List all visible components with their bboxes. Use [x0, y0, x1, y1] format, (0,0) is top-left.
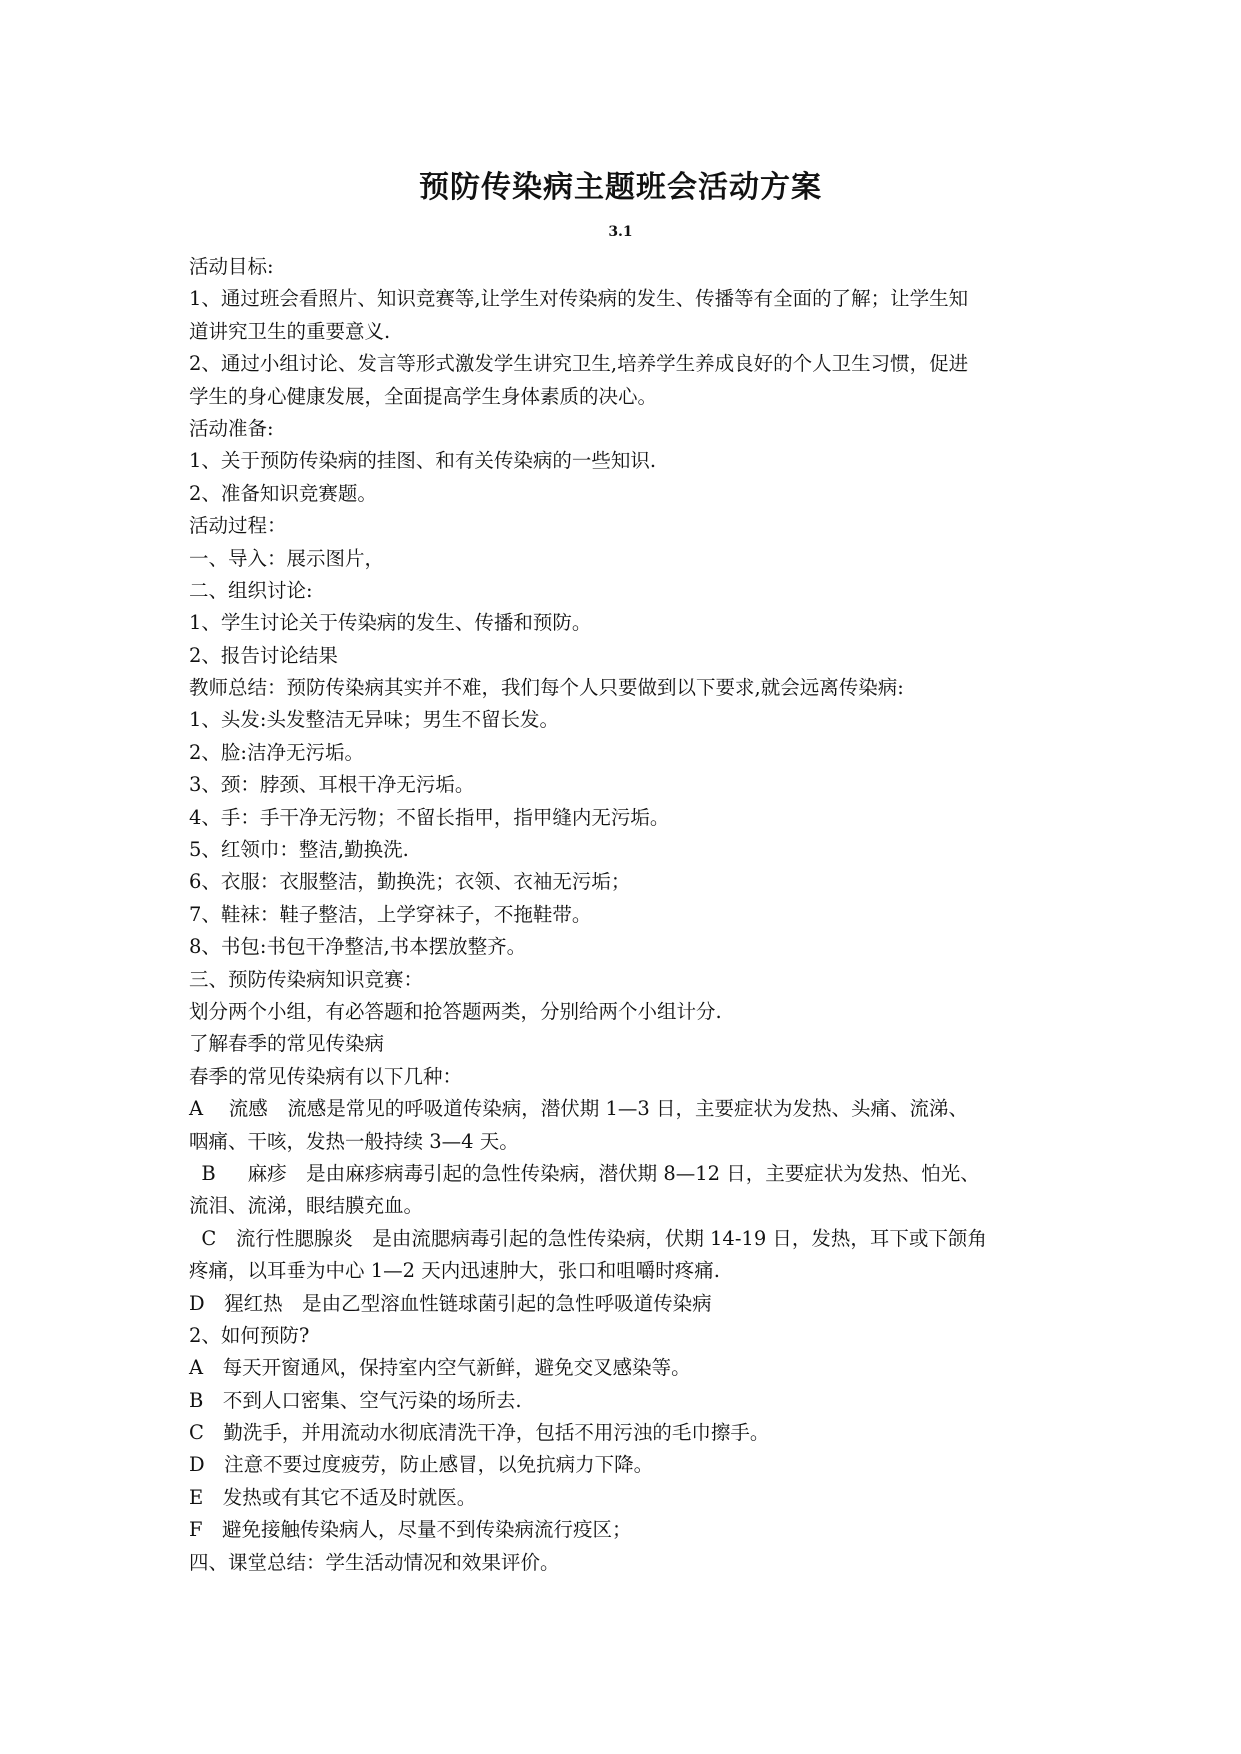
text-line: 活动过程： [189, 514, 287, 538]
text-line: 7、鞋袜：鞋子整洁，上学穿袜子，不拖鞋带。 [189, 902, 592, 926]
text-line: 二、组织讨论: [189, 578, 313, 602]
text-line: C 勤洗手，并用流动水彻底清洗干净，包括不用污浊的毛巾擦手。 [189, 1421, 770, 1445]
document-title: 预防传染病主题班会活动方案 [419, 170, 822, 205]
text-line: D 注意不要过度疲劳，防止感冒，以免抗病力下降。 [189, 1453, 654, 1477]
text-line: D 猩红热 是由乙型溶血性链球菌引起的急性呼吸道传染病 [189, 1291, 712, 1315]
text-line: 一、导入：展示图片， [189, 546, 385, 570]
text-line: 1、头发:头发整洁无异味；男生不留长发。 [189, 708, 559, 732]
text-line: 2、脸:洁净无污垢。 [189, 740, 364, 764]
document-body [189, 251, 1069, 1579]
text-line: F 避免接触传染病人，尽量不到传染病流行疫区； [189, 1518, 632, 1542]
document-date: 3.1 [608, 224, 633, 240]
text-line: A 流感 流感是常见的呼吸道传染病，潜伏期 1—3 日，主要症状为发热、头痛、流涕、 [189, 1097, 968, 1121]
text-line: 4、手：手干净无污物；不留长指甲，指甲缝内无污垢。 [189, 805, 670, 829]
text-line: 3、颈：脖颈、耳根干净无污垢。 [189, 773, 475, 797]
text-line: 春季的常见传染病有以下几种： [189, 1064, 463, 1088]
text-line: 2、报告讨论结果 [189, 643, 338, 667]
text-line: E 发热或有其它不适及时就医。 [189, 1485, 477, 1509]
text-line: 2、准备知识竞赛题。 [189, 481, 377, 505]
text-line: 教师总结：预防传染病其实并不难，我们每个人只要做到以下要求,就会远离传染病: [189, 676, 904, 700]
text-line: 道讲究卫生的重要意义. [189, 319, 391, 343]
text-line: B 不到人口密集、空气污染的场所去. [189, 1388, 522, 1412]
text-line: 了解春季的常见传染病 [189, 1032, 385, 1056]
text-line: 1、学生讨论关于传染病的发生、传播和预防。 [189, 611, 592, 635]
text-line: 2、如何预防? [189, 1323, 310, 1347]
text-line: 划分两个小组，有必答题和抢答题两类，分别给两个小组计分. [189, 999, 722, 1023]
text-line: 6、衣服：衣服整洁，勤换洗；衣领、衣袖无污垢； [189, 870, 631, 894]
text-line: 咽痛、干咳，发热一般持续 3—4 天。 [189, 1129, 519, 1153]
text-line: B 麻疹 是由麻疹病毒引起的急性传染病，潜伏期 8—12 日，主要症状为发热、怕光、 [189, 1161, 980, 1185]
text-line: 流泪、流涕，眼结膜充血。 [189, 1194, 424, 1218]
text-line: 学生的身心健康发展，全面提高学生身体素质的决心。 [189, 384, 658, 408]
text-line: 三、预防传染病知识竞赛： [189, 967, 424, 991]
text-line: 活动准备: [189, 416, 274, 440]
text-line: A 每天开窗通风，保持室内空气新鲜，避免交叉感染等。 [189, 1356, 691, 1380]
text-line: 2、通过小组讨论、发言等形式激发学生讲究卫生,培养学生养成良好的个人卫生习惯，促进 [189, 352, 969, 376]
text-line: 疼痛，以耳垂为中心 1—2 天内迅速肿大，张口和咀嚼时疼痛. [189, 1259, 720, 1283]
text-line: 1、关于预防传染病的挂图、和有关传染病的一些知识. [189, 449, 657, 473]
text-line: C 流行性腮腺炎 是由流腮病毒引起的急性传染病，伏期 14-19 日，发热，耳下或下颌角 [189, 1226, 987, 1250]
text-line: 四、课堂总结：学生活动情况和效果评价。 [189, 1550, 560, 1574]
text-line: 5、红领巾：整洁,勤换洗. [189, 838, 409, 862]
text-line: 1、通过班会看照片、知识竞赛等,让学生对传染病的发生、传播等有全面的了解；让学生知 [189, 287, 969, 311]
text-line: 8、书包:书包干净整洁,书本摆放整齐。 [189, 935, 527, 959]
text-line: 活动目标: [189, 255, 274, 278]
